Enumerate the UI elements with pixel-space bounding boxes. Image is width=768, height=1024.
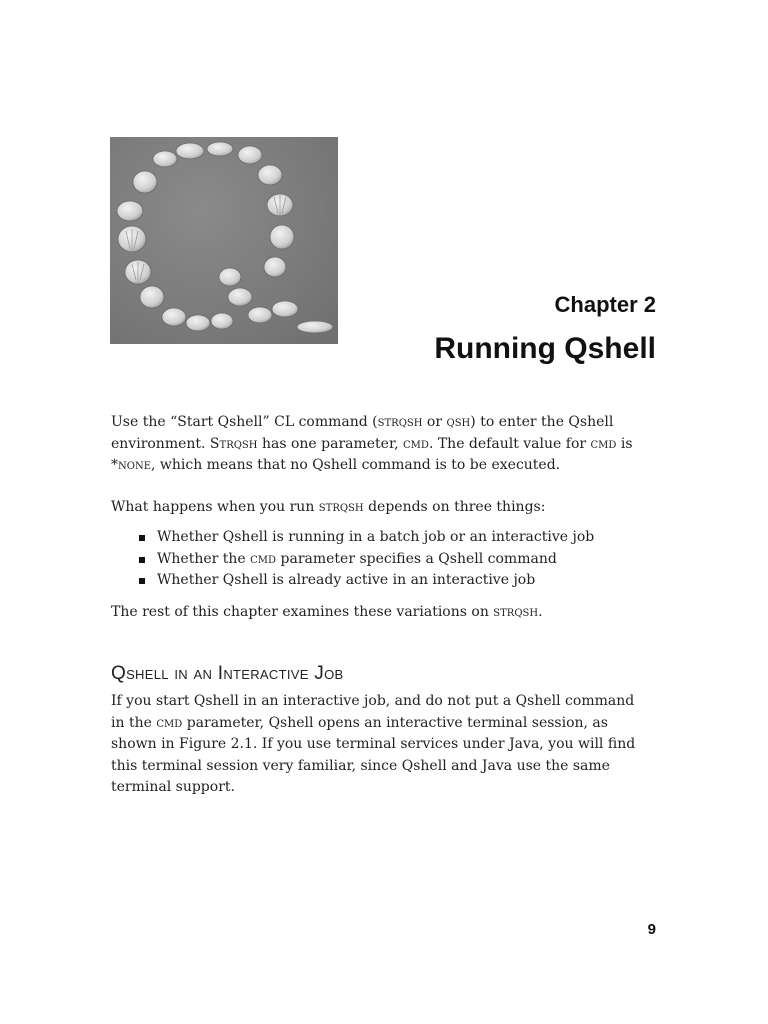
- list-item: Whether Qshell is already active in an interactive job: [139, 570, 594, 592]
- chapter-title: Running Qshell: [434, 332, 656, 365]
- intro-paragraph-2: What happens when you run strqsh depends on three things:: [111, 499, 546, 515]
- closing-paragraph: The rest of this chapter examines these variations on strqsh.: [111, 604, 543, 620]
- intro-paragraph-1: Use the “Start Qshell” CL command (strqsh or qsh) to enter the Qshell environment. Strqsh has one parameter, cmd. The default value for cmd is *none, which means that no Qshell command is to be executed.: [111, 414, 633, 473]
- seashell-q-graphic: [110, 137, 338, 344]
- section-heading: Qshell in an Interactive Job: [111, 663, 344, 684]
- chapter-label: Chapter 2: [554, 292, 656, 317]
- chapter-illustration-seashell-q: [110, 137, 338, 344]
- list-item: Whether Qshell is running in a batch job or an interactive job: [139, 527, 594, 549]
- conditions-bullet-list: [139, 527, 594, 592]
- page-number: 9: [647, 921, 656, 938]
- section-paragraph: If you start Qshell in an interactive job, and do not put a Qshell command in the cmd parameter, Qshell opens an interactive terminal session, as shown in Figure 2.1. If you use terminal services under Java, you will find this terminal session very familiar, since Qshell and Java use the same terminal support.: [111, 693, 636, 795]
- list-item: Whether the cmd parameter specifies a Qshell command: [139, 549, 594, 571]
